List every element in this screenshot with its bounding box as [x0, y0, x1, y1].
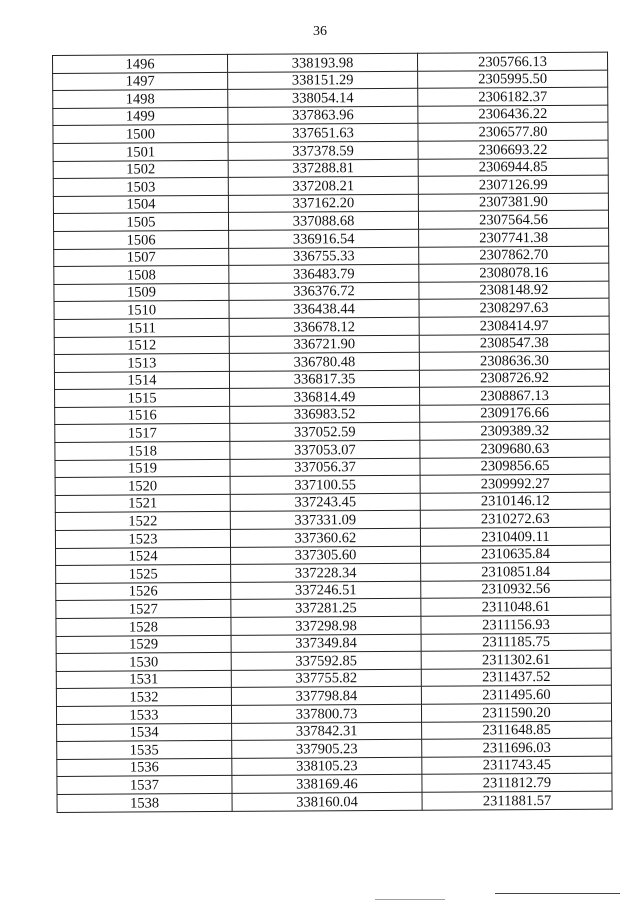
y-coordinate-cell: 2309389.32: [420, 422, 610, 441]
point-number-cell: 1507: [54, 248, 229, 267]
y-coordinate-cell: 2311185.75: [421, 633, 611, 652]
y-coordinate-cell: 2308297.63: [419, 298, 609, 317]
point-number-cell: 1516: [55, 406, 230, 425]
coordinates-table: [52, 52, 613, 813]
x-coordinate-cell: 337243.45: [230, 493, 420, 512]
x-coordinate-cell: 337056.37: [230, 458, 420, 477]
y-coordinate-cell: 2309856.65: [420, 457, 610, 476]
x-coordinate-cell: 337208.21: [228, 176, 418, 195]
x-coordinate-cell: 337246.51: [231, 581, 421, 600]
x-coordinate-cell: 336483.79: [229, 264, 419, 283]
y-coordinate-cell: 2310635.84: [421, 545, 611, 564]
y-coordinate-cell: 2308414.97: [419, 316, 609, 335]
point-number-cell: 1499: [53, 107, 228, 126]
y-coordinate-cell: 2305995.50: [418, 70, 608, 89]
point-number-cell: 1526: [56, 582, 231, 601]
x-coordinate-cell: 337298.98: [231, 616, 421, 635]
x-coordinate-cell: 337053.07: [230, 440, 420, 459]
y-coordinate-cell: 2310272.63: [420, 510, 610, 529]
y-coordinate-cell: 2309680.63: [420, 439, 610, 458]
y-coordinate-cell: 2308636.30: [419, 351, 609, 370]
point-number-cell: 1505: [53, 213, 228, 232]
y-coordinate-cell: 2307741.38: [419, 228, 609, 247]
point-number-cell: 1527: [56, 600, 231, 619]
x-coordinate-cell: 336780.48: [229, 352, 419, 371]
point-number-cell: 1501: [53, 142, 228, 161]
point-number-cell: 1498: [53, 90, 228, 109]
y-coordinate-cell: 2311437.52: [421, 668, 611, 687]
x-coordinate-cell: 337905.23: [232, 739, 422, 758]
y-coordinate-cell: 2307126.99: [418, 175, 608, 194]
point-number-cell: 1523: [55, 529, 230, 548]
y-coordinate-cell: 2307862.70: [419, 246, 609, 265]
y-coordinate-cell: 2311743.45: [422, 756, 612, 775]
x-coordinate-cell: 337798.84: [231, 687, 421, 706]
y-coordinate-cell: 2311048.61: [421, 598, 611, 617]
y-coordinate-cell: 2307564.56: [418, 210, 608, 229]
x-coordinate-cell: 337281.25: [231, 599, 421, 618]
y-coordinate-cell: 2310409.11: [420, 527, 610, 546]
point-number-cell: 1520: [55, 477, 230, 496]
x-coordinate-cell: 336916.54: [229, 229, 419, 248]
point-number-cell: 1519: [55, 459, 230, 478]
point-number-cell: 1514: [54, 371, 229, 390]
point-number-cell: 1518: [55, 441, 230, 460]
x-coordinate-cell: 338169.46: [232, 775, 422, 794]
point-number-cell: 1503: [53, 178, 228, 197]
point-number-cell: 1508: [54, 266, 229, 285]
point-number-cell: 1538: [57, 793, 232, 812]
x-coordinate-cell: 336983.52: [230, 405, 420, 424]
y-coordinate-cell: 2307381.90: [418, 193, 608, 212]
coordinates-table-body: [53, 52, 613, 812]
point-number-cell: 1509: [54, 283, 229, 302]
y-coordinate-cell: 2310851.84: [421, 562, 611, 581]
point-number-cell: 1510: [54, 301, 229, 320]
point-number-cell: 1537: [57, 776, 232, 795]
point-number-cell: 1536: [57, 758, 232, 777]
y-coordinate-cell: 2308547.38: [419, 334, 609, 353]
x-coordinate-cell: 337162.20: [228, 194, 418, 213]
point-number-cell: 1531: [56, 670, 231, 689]
x-coordinate-cell: 337052.59: [230, 423, 420, 442]
y-coordinate-cell: 2311590.20: [421, 703, 611, 722]
y-coordinate-cell: 2308148.92: [419, 281, 609, 300]
y-coordinate-cell: 2308867.13: [420, 386, 610, 405]
point-number-cell: 1528: [56, 617, 231, 636]
y-coordinate-cell: 2311696.03: [422, 738, 612, 757]
x-coordinate-cell: 337378.59: [228, 141, 418, 160]
x-coordinate-cell: 336721.90: [229, 335, 419, 354]
x-coordinate-cell: 337592.85: [231, 651, 421, 670]
x-coordinate-cell: 336817.35: [229, 370, 419, 389]
point-number-cell: 1529: [56, 635, 231, 654]
x-coordinate-cell: 338105.23: [232, 757, 422, 776]
x-coordinate-cell: 336376.72: [229, 282, 419, 301]
point-number-cell: 1504: [53, 195, 228, 214]
x-coordinate-cell: 337863.96: [228, 106, 418, 125]
x-coordinate-cell: 337228.34: [231, 563, 421, 582]
point-number-cell: 1532: [56, 688, 231, 707]
point-number-cell: 1500: [53, 125, 228, 144]
x-coordinate-cell: 338151.29: [228, 71, 418, 90]
scan-artifact-line: [495, 893, 620, 894]
y-coordinate-cell: 2308726.92: [419, 369, 609, 388]
x-coordinate-cell: 337349.84: [231, 634, 421, 653]
y-coordinate-cell: 2306693.22: [418, 140, 608, 159]
page-number: 36: [313, 24, 327, 39]
point-number-cell: 1525: [56, 565, 231, 584]
y-coordinate-cell: 2311156.93: [421, 615, 611, 634]
point-number-cell: 1535: [57, 741, 232, 760]
point-number-cell: 1530: [56, 653, 231, 672]
x-coordinate-cell: 337800.73: [231, 704, 421, 723]
y-coordinate-cell: 2311881.57: [422, 791, 612, 810]
point-number-cell: 1511: [54, 318, 229, 337]
y-coordinate-cell: 2311495.60: [421, 685, 611, 704]
x-coordinate-cell: 338193.98: [227, 53, 417, 72]
y-coordinate-cell: 2310932.56: [421, 580, 611, 599]
y-coordinate-cell: 2309176.66: [420, 404, 610, 423]
x-coordinate-cell: 337651.63: [228, 124, 418, 143]
point-number-cell: 1533: [56, 705, 231, 724]
x-coordinate-cell: 338160.04: [232, 792, 422, 811]
point-number-cell: 1502: [53, 160, 228, 179]
point-number-cell: 1517: [55, 424, 230, 443]
x-coordinate-cell: 336755.33: [229, 247, 419, 266]
point-number-cell: 1506: [54, 230, 229, 249]
point-number-cell: 1513: [54, 354, 229, 373]
y-coordinate-cell: 2309992.27: [420, 474, 610, 493]
x-coordinate-cell: 338054.14: [228, 88, 418, 107]
y-coordinate-cell: 2311302.61: [421, 650, 611, 669]
table-row: [57, 791, 612, 812]
y-coordinate-cell: 2306944.85: [418, 158, 608, 177]
y-coordinate-cell: 2311648.85: [422, 721, 612, 740]
y-coordinate-cell: 2306436.22: [418, 105, 608, 124]
x-coordinate-cell: 336678.12: [229, 317, 419, 336]
x-coordinate-cell: 336814.49: [230, 388, 420, 407]
x-coordinate-cell: 337288.81: [228, 159, 418, 178]
x-coordinate-cell: 337305.60: [231, 546, 421, 565]
point-number-cell: 1522: [55, 512, 230, 531]
point-number-cell: 1524: [56, 547, 231, 566]
point-number-cell: 1515: [55, 389, 230, 408]
point-number-cell: 1512: [54, 336, 229, 355]
x-coordinate-cell: 337100.55: [230, 476, 420, 495]
y-coordinate-cell: 2308078.16: [419, 263, 609, 282]
x-coordinate-cell: 336438.44: [229, 300, 419, 319]
point-number-cell: 1521: [55, 494, 230, 513]
y-coordinate-cell: 2306182.37: [418, 87, 608, 106]
y-coordinate-cell: 2310146.12: [420, 492, 610, 511]
x-coordinate-cell: 337842.31: [232, 722, 422, 741]
x-coordinate-cell: 337755.82: [231, 669, 421, 688]
scan-artifact-line: [375, 899, 445, 900]
point-number-cell: 1497: [53, 72, 228, 91]
x-coordinate-cell: 337360.62: [230, 528, 420, 547]
y-coordinate-cell: 2305766.13: [417, 52, 607, 71]
y-coordinate-cell: 2311812.79: [422, 773, 612, 792]
x-coordinate-cell: 337088.68: [228, 212, 418, 231]
x-coordinate-cell: 337331.09: [230, 511, 420, 530]
y-coordinate-cell: 2306577.80: [418, 122, 608, 141]
point-number-cell: 1496: [53, 54, 228, 73]
point-number-cell: 1534: [57, 723, 232, 742]
